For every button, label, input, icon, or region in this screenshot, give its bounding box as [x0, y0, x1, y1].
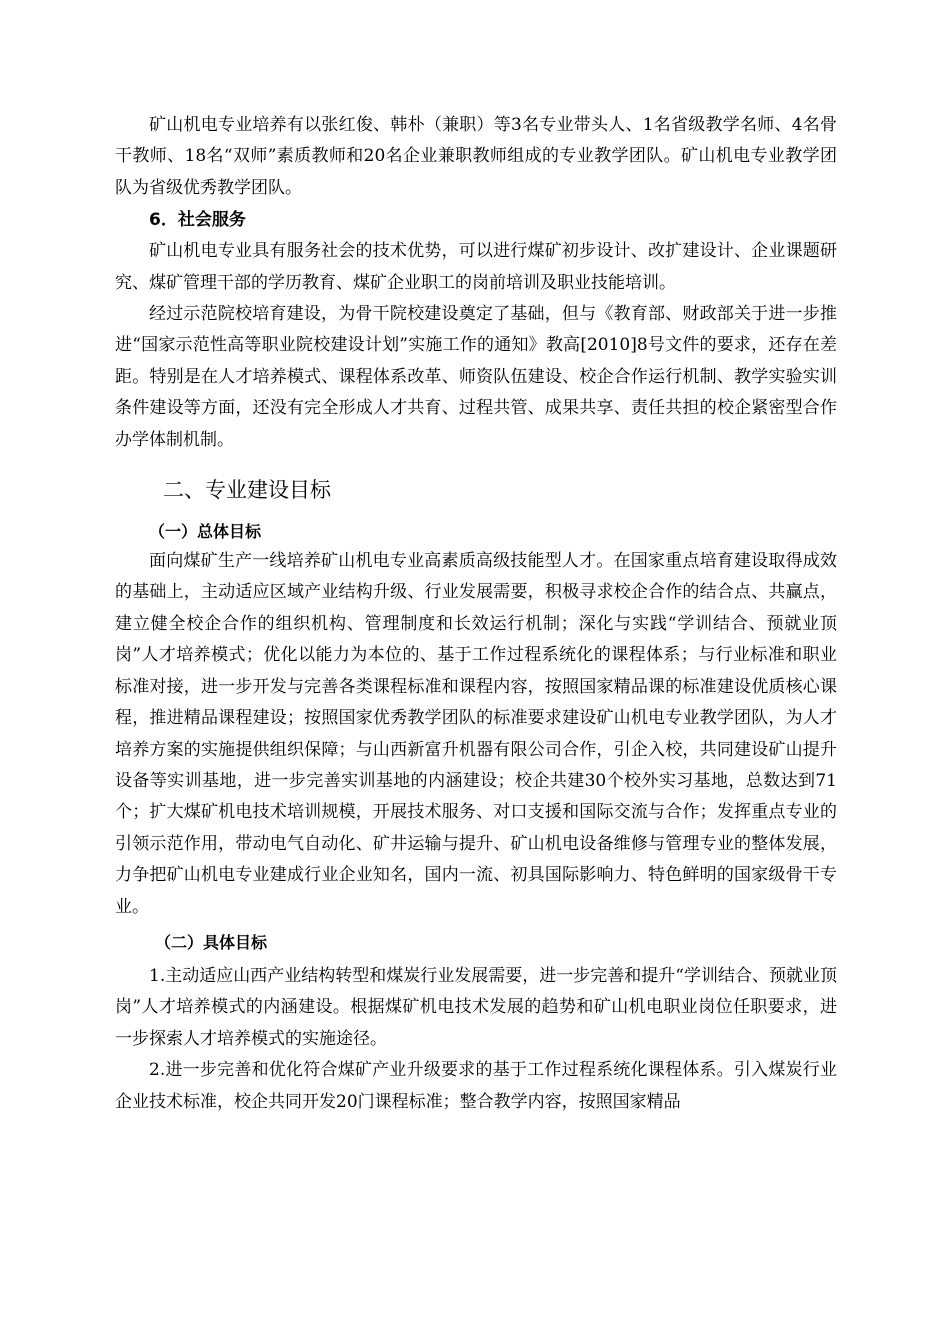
heading-section-2: 二、专业建设目标	[163, 478, 331, 503]
document-body	[115, 110, 837, 1118]
heading-social-service: 6．社会服务	[149, 210, 246, 231]
paragraph-teaching-team: 矿山机电专业培养有以张红俊、韩朴（兼职）等3名专业带头人、1名省级教学名师、4名骨干教师、18名“双师”素质教师和20名企业兼职教师组成的专业教学团队。矿山机电专业教学团队为省级优秀教学团队。	[115, 115, 837, 198]
paragraph-specific-goal-1: 1.主动适应山西产业结构转型和煤炭行业发展需要，进一步完善和提升“学训结合、预就业顶岗”人才培养模式的内涵建设。根据煤矿机电技术发展的趋势和矿山机电职业岗位任职要求，进一步探索人才培养模式的实施途径。	[115, 965, 837, 1049]
paragraph-social-service: 矿山机电专业具有服务社会的技术优势，可以进行煤矿初步设计、改扩建设计、企业课题研究、煤矿管理干部的学历教育、煤矿企业职工的岗前培训及职业技能培训。	[115, 241, 837, 293]
heading-specific-goals: （二）具体目标	[155, 932, 268, 952]
paragraph-gap-analysis: 经过示范院校培育建设，为骨干院校建设奠定了基础，但与《教育部、财政部关于进一步推进“国家示范性高等职业院校建设计划”实施工作的通知》教高[2010]8号文件的要求，还存在差距。特别是在人才培养模式、课程体系改革、师资队伍建设、校企合作运行机制、教学实验实训条件建设等方面，还没有完全形成人才共育、过程共管、成果共享、责任共担的校企紧密型合作办学体制机制。	[115, 304, 837, 450]
paragraph-specific-goal-2: 2.进一步完善和优化符合煤矿产业升级要求的基于工作过程系统化课程体系。引入煤炭行业企业技术标准，校企共同开发20门课程标准；整合教学内容，按照国家精品	[115, 1060, 837, 1112]
paragraph-overall-goal: 面向煤矿生产一线培养矿山机电专业高素质高级技能型人才。在国家重点培育建设取得成效的基础上，主动适应区域产业结构升级、行业发展需要，积极寻求校企合作的结合点、共赢点，建立健全校企合作的组织机构、管理制度和长效运行机制；深化与实践“学训结合、预就业顶岗”人才培养模式；优化以能力为本位的、基于工作过程系统化的课程体系；与行业标准和职业标准对接，进一步开发与完善各类课程标准和课程内容，按照国家精品课的标准建设优质核心课程，推进精品课程建设；按照国家优秀教学团队的标准要求建设矿山机电专业教学团队，为人才培养方案的实施提供组织保障；与山西新富升机器有限公司合作，引企入校，共同建设矿山提升设备等实训基地，进一步完善实训基地的内涵建设；校企共建30个校外实习基地，总数达到71个；扩大煤矿机电技术培训规模，开展技术服务、对口支援和国际交流与合作；发挥重点专业的引领示范作用，带动电气自动化、矿井运输与提升、矿山机电设备维修与管理专业的整体发展，力争把矿山机电专业建成行业企业知名，国内一流、初具国际影响力、特色鲜明的国家级骨干专业。	[115, 551, 837, 917]
heading-overall-goal: （一）总体目标	[149, 522, 262, 542]
